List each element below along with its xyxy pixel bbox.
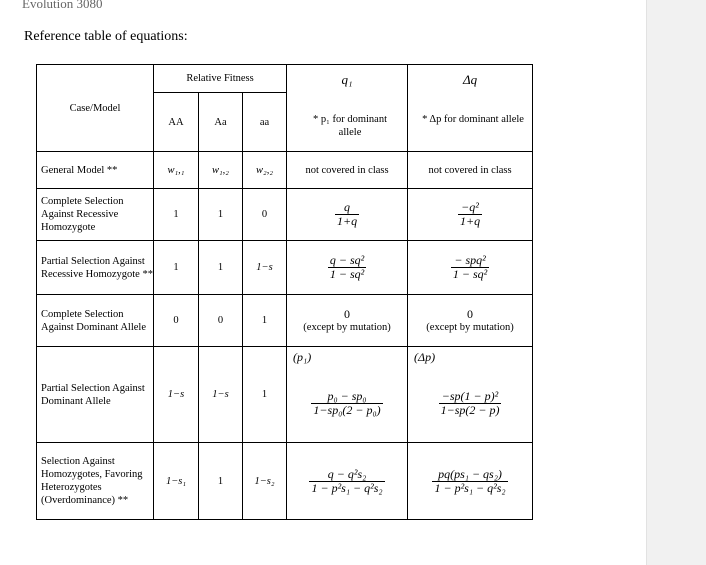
q1-denominator: 1−sp₀(2 − p₀) bbox=[313, 403, 381, 417]
dq-fraction bbox=[439, 390, 502, 417]
dq-cell bbox=[408, 443, 533, 520]
table-row bbox=[37, 295, 533, 347]
q1-numerator: q − q²s₂ bbox=[309, 468, 384, 482]
p1-tag: (p₁) bbox=[293, 350, 312, 364]
case-model-header: Case/Model bbox=[37, 65, 154, 152]
fitness-AA: 1 bbox=[154, 189, 199, 241]
q1-fraction bbox=[328, 254, 366, 281]
dp-tag: (Δp) bbox=[414, 350, 436, 364]
q1-fraction bbox=[335, 201, 359, 228]
dq-denominator: 1 − sq² bbox=[452, 267, 488, 281]
relative-fitness-header: Relative Fitness bbox=[154, 65, 287, 93]
row-label: Partial Selection Against Recessive Homozygote ** bbox=[37, 241, 154, 295]
fitness-Aa: w₁,₂ bbox=[199, 152, 243, 189]
fitness-Aa: 1−s bbox=[199, 347, 243, 443]
dq-denominator: 1+q bbox=[459, 214, 481, 228]
q1-numerator: q bbox=[335, 201, 359, 215]
fitness-AA: 1−s bbox=[154, 347, 199, 443]
fitness-aa: 1 bbox=[243, 347, 287, 443]
q1-numerator: p₀ − sp₀ bbox=[311, 390, 382, 404]
table-row bbox=[37, 152, 533, 189]
fitness-Aa: 0 bbox=[199, 295, 243, 347]
genotype-AA-header: AA bbox=[154, 93, 199, 152]
dq-cell: not covered in class bbox=[408, 152, 533, 189]
fitness-AA: 1 bbox=[154, 241, 199, 295]
q1-cell: not covered in class bbox=[287, 152, 408, 189]
right-sidebar bbox=[646, 0, 706, 565]
dq-cell bbox=[408, 347, 533, 443]
dq-numerator: − spq² bbox=[451, 254, 489, 268]
dq-cell bbox=[408, 189, 533, 241]
fitness-aa: 1−s bbox=[243, 241, 287, 295]
dq-value: 0 bbox=[467, 306, 474, 321]
fitness-aa: 1 bbox=[243, 295, 287, 347]
q1-denominator: 1+q bbox=[336, 214, 358, 228]
q1-header bbox=[287, 65, 408, 152]
dq-denominator: 1 − p²s₁ − q²s₂ bbox=[434, 480, 506, 495]
genotype-aa-header: aa bbox=[243, 93, 287, 152]
q1-value: 0 bbox=[344, 306, 351, 321]
q1-cell bbox=[287, 443, 408, 520]
q1-fraction bbox=[309, 468, 384, 495]
fitness-Aa: 1 bbox=[199, 241, 243, 295]
q1-numerator: q − sq² bbox=[329, 253, 365, 267]
document-title: Evolution 3080 bbox=[22, 0, 103, 11]
dq-cell bbox=[408, 241, 533, 295]
dp-note: * Δp for dominant allele bbox=[422, 114, 524, 125]
dq-cell bbox=[408, 295, 533, 347]
row-label: Partial Selection Against Dominant Allele bbox=[37, 347, 154, 443]
dq-fraction bbox=[432, 468, 507, 495]
fitness-AA: 0 bbox=[154, 295, 199, 347]
q1-fraction bbox=[311, 390, 382, 417]
fitness-AA: 1−s₁ bbox=[154, 443, 199, 520]
fitness-AA: w₁,₁ bbox=[154, 152, 199, 189]
table-row bbox=[37, 347, 533, 443]
dq-numerator: −q² bbox=[458, 201, 482, 215]
genotype-Aa-header: Aa bbox=[199, 93, 243, 152]
equations-table bbox=[36, 64, 533, 520]
q1-cell bbox=[287, 189, 408, 241]
q1-cell bbox=[287, 295, 408, 347]
table-row bbox=[37, 189, 533, 241]
fitness-Aa: 1 bbox=[199, 443, 243, 520]
p1-note: * p₁ for dominant allele bbox=[313, 114, 387, 138]
q1-cell bbox=[287, 347, 408, 443]
page-heading: Reference table of equations: bbox=[24, 29, 188, 44]
row-label: Complete Selection Against Dominant Allele bbox=[37, 295, 154, 347]
dq-fraction bbox=[458, 201, 482, 228]
fitness-aa: 0 bbox=[243, 189, 287, 241]
row-label: Complete Selection Against Recessive Homozygote bbox=[37, 189, 154, 241]
dq-fraction bbox=[451, 254, 489, 281]
dq-symbol: Δq bbox=[462, 72, 478, 87]
table-row bbox=[37, 241, 533, 295]
fitness-aa: 1−s₂ bbox=[243, 443, 287, 520]
dq-note: (except by mutation) bbox=[426, 321, 514, 333]
row-label: Selection Against Homozygotes, Favoring Heterozygotes (Overdominance) ** bbox=[37, 443, 154, 520]
dq-numerator: −sp(1 − p)² bbox=[439, 390, 502, 404]
q1-cell bbox=[287, 241, 408, 295]
table-row bbox=[37, 443, 533, 520]
fitness-Aa: 1 bbox=[199, 189, 243, 241]
q1-denominator: 1 − p²s₁ − q²s₂ bbox=[311, 480, 383, 495]
q1-denominator: 1 − sq² bbox=[329, 267, 365, 281]
dq-denominator: 1−sp(2 − p) bbox=[440, 403, 500, 417]
dq-header bbox=[408, 65, 533, 152]
q1-note: (except by mutation) bbox=[303, 321, 391, 333]
dq-numerator: pq(ps₁ − qs₂) bbox=[432, 468, 507, 482]
fitness-aa: w₂,₂ bbox=[243, 152, 287, 189]
row-label: General Model ** bbox=[37, 152, 154, 189]
q1-symbol: q₁ bbox=[341, 72, 353, 87]
